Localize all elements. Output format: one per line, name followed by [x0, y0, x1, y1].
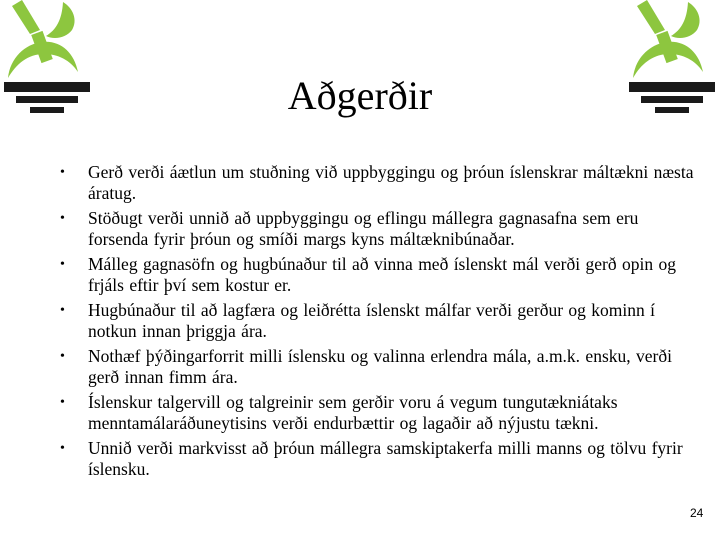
bullet-icon: •: [60, 395, 65, 410]
bullet-text: Íslenskur talgervill og talgreinir sem gerðir voru á vegum tungutækniátaks menntamálaráðuneytisins verði endurbættir og lagaðir að nýjustu tækni.: [88, 392, 618, 433]
bullet-text: Gerð verði áætlun um stuðning við uppbyggingu og þróun íslenskrar máltækni næsta áratug.: [88, 162, 694, 203]
bullet-item: [58, 300, 698, 342]
bullet-icon: •: [60, 441, 65, 456]
bullet-item: [58, 392, 698, 434]
bullet-list: [58, 162, 698, 484]
bullet-item: [58, 254, 698, 296]
bullet-item: [58, 208, 698, 250]
bullet-icon: •: [60, 303, 65, 318]
bullet-text: Nothæf þýðingarforrit milli íslensku og valinna erlendra mála, a.m.k. ensku, verði gerð innan fimm ára.: [88, 346, 672, 387]
slide-title: Aðgerðir: [287, 73, 433, 118]
bullet-icon: •: [60, 211, 65, 226]
bullet-icon: •: [60, 257, 65, 272]
bullet-item: [58, 346, 698, 388]
bullet-text: Stöðugt verði unnið að uppbyggingu og eflingu mállegra gagnasafna sem eru forsenda fyrir þróun og smíði margs kyns máltæknibúnaðar.: [88, 208, 639, 249]
bullet-item: [58, 438, 698, 480]
bullet-text: Unnið verði markvisst að þróun mállegra samskiptakerfa milli manns og tölvu fyrir íslensku.: [88, 438, 683, 479]
bullet-icon: •: [60, 349, 65, 364]
bullet-item: [58, 162, 698, 204]
bullet-text: Hugbúnaður til að lagfæra og leiðrétta íslenskt málfar verði gerður og kominn í notkun innan þriggja ára.: [88, 300, 655, 341]
bullet-icon: •: [60, 165, 65, 180]
page-number: 24: [690, 506, 704, 520]
bullet-text: Málleg gagnasöfn og hugbúnaður til að vinna með íslenskt mál verði gerð opin og frjáls eftir því sem kostur er.: [88, 254, 676, 295]
